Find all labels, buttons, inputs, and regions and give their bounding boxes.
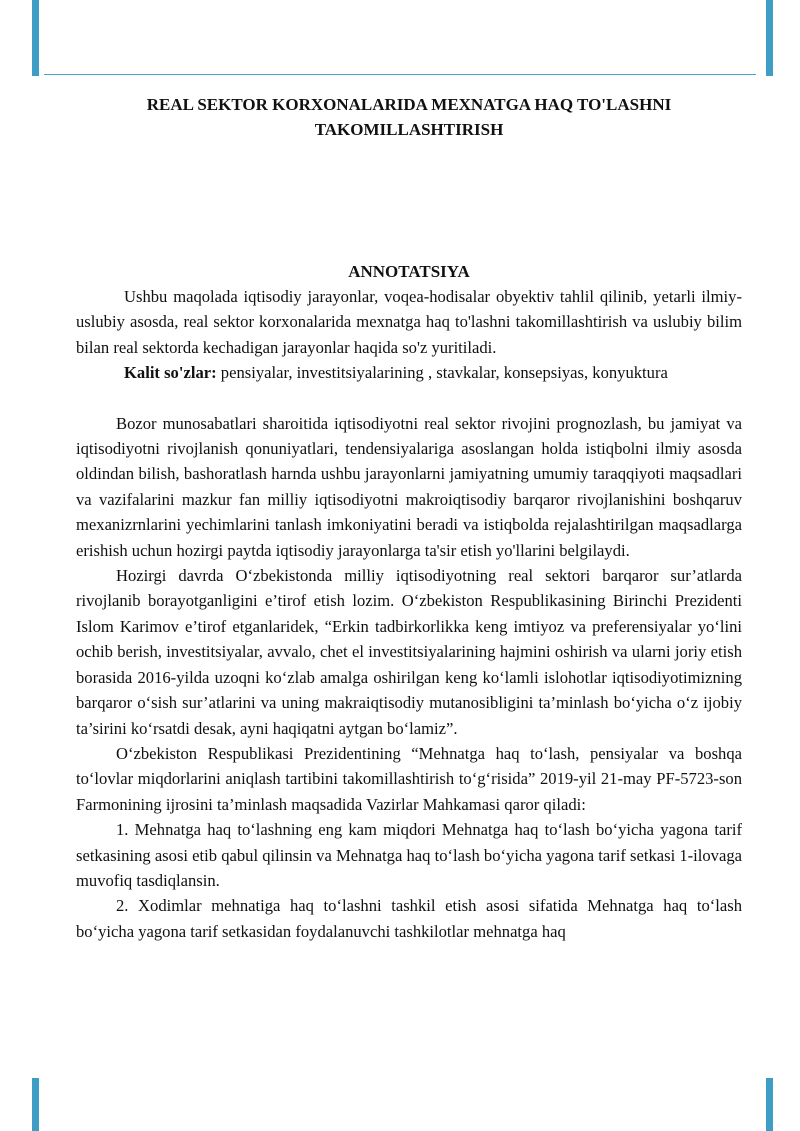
article-body — [76, 88, 742, 944]
annotation-text: Ushbu maqolada iqtisodiy jarayonlar, voqea-hodisalar obyektiv tahlil qilinib, yetarli ilmiy-uslubiy asosda, real sektor korxonalarida mexnatga haq to'lashni takomillashtirish va uslubiy bilim bilan real sektorda kechadigan jarayonlar haqida so'z yuritiladi. — [76, 287, 742, 357]
keywords-text: pensiyalar, investitsiyalarining , stavkalar, konsepsiyas, konyuktura — [216, 363, 668, 383]
body-paragraph: 2. Xodimlar mehnatiga haq to‘lashni tashkil etish asosi sifatida Mehnatga haq to‘lash bo‘yicha yagona tarif setkasidan foydalanuvchi tashkilotlar mehnatga haq — [76, 896, 742, 941]
keywords-label: Kalit so'zlar: — [124, 363, 217, 383]
header-rule — [44, 74, 756, 75]
decorative-bar-bottom-right — [766, 1078, 773, 1131]
spacer — [76, 386, 742, 411]
decorative-bar-top-right — [766, 0, 773, 76]
body-paragraph: 1. Mehnatga haq to‘lashning eng kam miqdori Mehnatga haq to‘lash bo‘yicha yagona tarif setkasining asosi etib qabul qilinsin va Mehnatga haq to‘lash bo‘yicha yagona tarif setkasi 1-ilovaga muvofiq tasdiqlansin. — [76, 820, 742, 890]
annotation-heading: ANNOTATSIYA — [348, 262, 470, 281]
keywords — [76, 360, 742, 385]
body-paragraph: Hozirgi davrda O‘zbekistonda milliy iqtisodiyotning real sektori barqaror sur’atlarda rivojlanib borayotganligini e’tirof etish lozim. O‘zbekiston Respublikasining Birinchi Prezidenti Islom Karimov e’tirof etganlaridek, “Erkin tadbirkorlikka keng imtiyoz va preferensiyalar yo‘lini ochib berish, investitsiyalar, avvalo, chet el investitsiyalarining hajmini oshirish va ularni joriy etish borasida 2016-yilda uzoqni ko‘zlab amalga oshirilgan keng ko‘lamli islohotlar iqtisodiyotimizning barqaror o‘sish sur’atlarini va uning makraiqtisodiy mutanosibligini ta’minlash bo‘yicha o‘z ijobiy ta’sirini ko‘rsatdi desak, ayni haqiqatni aytgan bo‘lamiz”. — [76, 566, 742, 738]
decorative-bar-bottom-left — [32, 1078, 39, 1131]
decorative-bar-top-left — [32, 0, 39, 76]
body-paragraph: O‘zbekiston Respublikasi Prezidentining “Mehnatga haq to‘lash, pensiyalar va boshqa to‘lovlar miqdorlarini aniqlash tartibini takomillashtirish to‘g‘risida” 2019-yil 21-may PF-5723-son Farmonining ijrosini ta’minlash maqsadida Vazirlar Mahkamasi qaror qiladi: — [76, 743, 742, 814]
body-paragraph: Bozor munosabatlari sharoitida iqtisodiyotni real sektor rivojini prognozlash, bu jamiyat va iqtisodiyotni rivojlanish qonuniyatlari, tendensiyalariga asoslangan holda istiqbolni ilmiy asosda oldindan bilish, bashoratlash harnda ushbu jarayonlarni jamiyatning umumiy taraqqiyoti maqsadlari va vazifalarini mazkur fan milliy iqtisodiyotni makroiqtisodiy barqaror rivojlanishini boshqaruv mexanizrnlarini yechimlarini tanlash imkoniyatini beradi va istiqbolda rejalashtirilgan maqsadlarga erishish uchun hozirgi paytda iqtisodiy jarayonlarga ta'sir etish yo'llarini belgilaydi. — [76, 413, 742, 560]
article-title: REAL SEKTOR KORXONALARIDA MEXNATGA HAQ TO'LASHNI TAKOMILLASHTIRISH — [146, 95, 672, 139]
